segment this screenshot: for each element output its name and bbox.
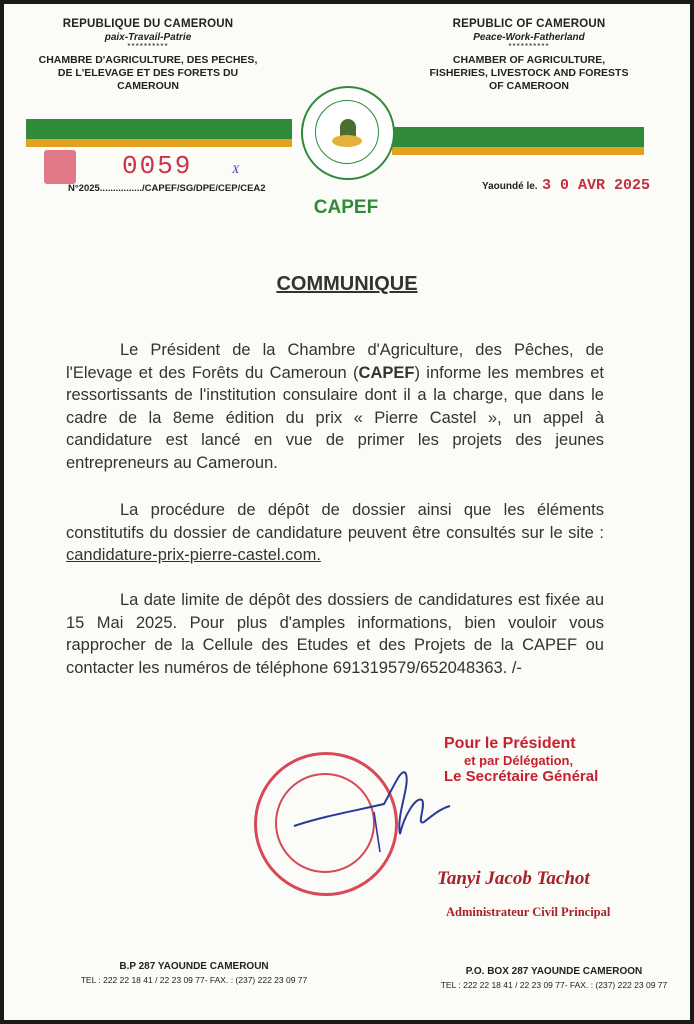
- date-block: [482, 176, 650, 194]
- footer-french: [64, 961, 324, 985]
- date-label: Yaoundé le.: [482, 181, 538, 192]
- title-text: COMMUNIQUE: [276, 273, 418, 295]
- paragraph-3: La date limite de dépôt des dossiers de candidatures est fixée au 15 Mai 2025. Pour plus d'amples informations, bien vouloir vous rapprocher de la Cellule des Etudes et des Projets de la CAPEF ou contacter les numéros de téléphone 691319579/652048363. /-: [66, 591, 604, 677]
- paragraph-1: [66, 339, 604, 474]
- footer-contact-en: TEL : 222 22 18 41 / 22 23 09 77- FAX. : (237) 222 23 09 77: [440, 980, 668, 990]
- country-name-en: REPUBLIC OF CAMEROUN: [452, 18, 606, 30]
- footer-address-fr: B.P 287 YAOUNDE CAMEROUN: [119, 961, 269, 972]
- logo-name: CAPEF: [313, 197, 379, 218]
- handwritten-signature: [284, 756, 454, 866]
- paragraph-2: [66, 499, 604, 567]
- p1-text-a: Le Président de la Chambre d'Agriculture, des Pêches, de l'Elevage et des Forêts du Cameroun (: [66, 341, 604, 382]
- reference-number: 0059: [122, 151, 193, 181]
- institution-name-en: CHAMBER OF AGRICULTURE, FISHERIES, LIVESTOCK AND FORESTS OF CAMEROON: [429, 54, 629, 92]
- signatory-line-3: Le Secrétaire Général: [444, 768, 599, 785]
- document-title: [4, 273, 690, 296]
- motto-en: Peace-Work-Fatherland: [473, 32, 585, 43]
- capef-logo-emblem: [301, 86, 395, 180]
- website-link[interactable]: candidature-prix-pierre-castel.com.: [66, 546, 321, 564]
- signatory-title: [444, 735, 598, 785]
- document-page: [4, 4, 690, 1020]
- footer-english: [429, 966, 679, 990]
- motto-fr: paix-Travail-Patrie: [104, 32, 192, 43]
- reference-mark: X: [232, 162, 240, 176]
- leaf-icon: [332, 135, 362, 147]
- flag-band-left: [26, 119, 292, 147]
- stars-divider-fr: **********: [127, 42, 169, 51]
- date-stamp: 3 0 AVR 2025: [542, 177, 651, 194]
- signatory-line-1: Pour le Président: [444, 735, 576, 752]
- signatory-line-2: et par Délégation,: [464, 753, 574, 768]
- signatory-rank: Administrateur Civil Principal: [446, 905, 611, 919]
- signatory-name: Tanyi Jacob Tachot: [437, 868, 590, 889]
- institution-name-fr: CHAMBRE D'AGRICULTURE, DES PECHES, DE L'ELEVAGE ET DES FORETS DU CAMEROUN: [38, 54, 258, 92]
- stars-divider-en: **********: [508, 42, 550, 51]
- header-french: [32, 18, 264, 93]
- logo-inner-ring: [315, 100, 379, 164]
- reference-line: N°2025................/CAPEF/SG/DPE/CEP/CEA2: [68, 183, 266, 194]
- reference-stamp-block: [44, 150, 76, 184]
- p1-acronym: CAPEF: [358, 363, 415, 382]
- country-name-fr: REPUBLIQUE DU CAMEROUN: [62, 18, 234, 30]
- header-english: [424, 18, 634, 93]
- flag-band-right: [392, 127, 644, 155]
- footer-contact-fr: TEL : 222 22 18 41 / 22 23 09 77- FAX. : (237) 222 23 09 77: [80, 975, 308, 985]
- p2-text: La procédure de dépôt de dossier ainsi que les éléments constitutifs du dossier de candidature peuvent être consultés sur le site :: [66, 501, 604, 542]
- footer-address-en: P.O. BOX 287 YAOUNDE CAMEROON: [465, 966, 643, 977]
- p1-text-b: ) informe les membres et ressortissants de l'institution consulaire dont il a la charge, que dans le cadre de la 8eme édition du prix « Pierre Castel », un appel à candidature est lancé en vue de primer les projets des jeunes entrepreneurs au Cameroun.: [66, 363, 604, 472]
